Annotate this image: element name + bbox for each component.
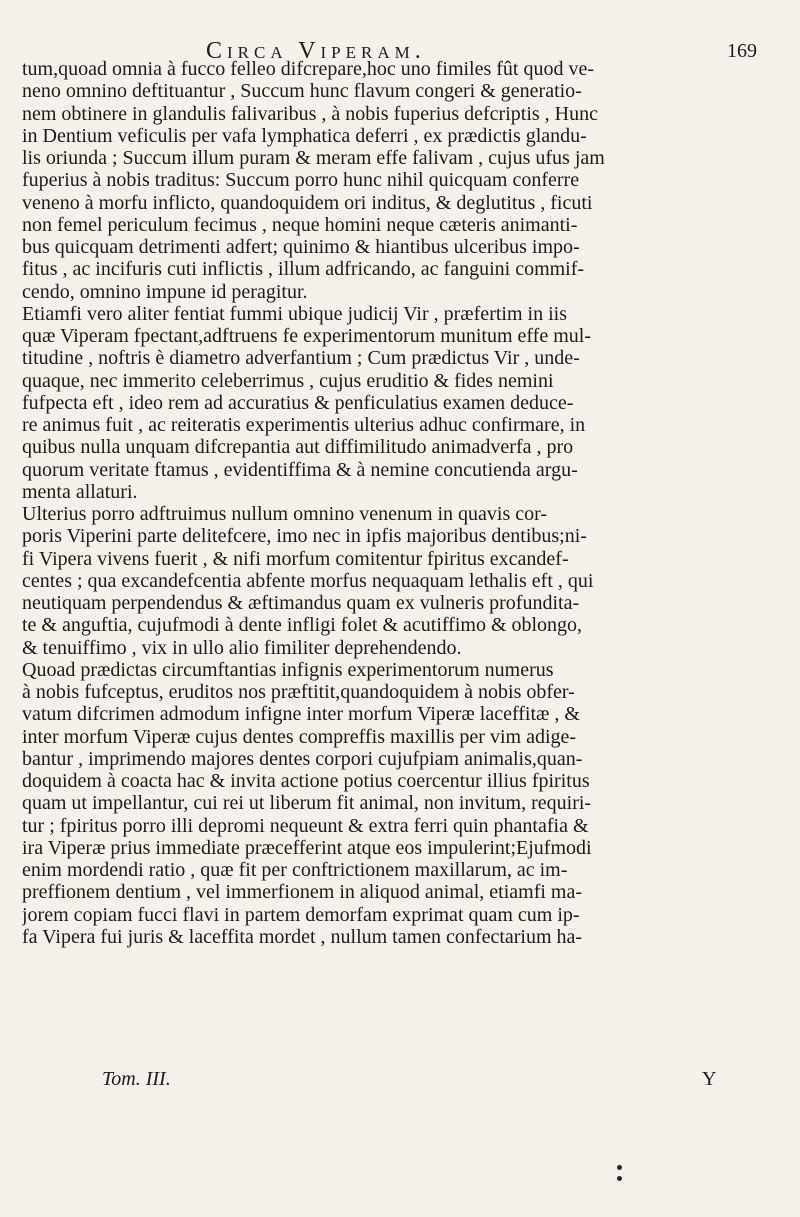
text-line: poris Viperini parte delitefcere, imo nec in ipfis majoribus dentibus;ni-	[22, 525, 587, 548]
text-line: neno omnino deftituantur , Succum hunc flavum congeri & generatio-	[22, 80, 582, 103]
text-line: te & anguftia, cujufmodi à dente infligi folet & acutiffimo & oblongo,	[22, 614, 583, 637]
running-title: Circa Viperam.	[206, 38, 426, 64]
text-line: jorem copiam fucci flavi in partem demorfam exprimat quam cum ip-	[22, 903, 580, 926]
text-line: fitus , ac incifuris cuti inflictis , illum adfricando, ac fanguini commif-	[22, 258, 585, 281]
text-line: à nobis fufceptus, eruditos nos præftitit,quandoquidem à nobis obfer-	[22, 681, 575, 703]
text-line: quam ut impellantur, cui rei ut liberum fit animal, non invitum, requiri-	[22, 792, 592, 815]
text-line: & tenuiffimo , vix in ullo alio fimiliter deprehendendo.	[22, 636, 462, 659]
text-line: Ulterius porro adftruimus nullum omnino venenum in quavis cor-	[22, 503, 548, 525]
text-line: fa Vipera fui juris & laceffita mordet , nullum tamen confectarium ha-	[22, 925, 583, 948]
ink-speck	[617, 1165, 622, 1170]
text-line: in Dentium veficulis per vafa lymphatica deferri , ex prædictis glandu-	[22, 124, 587, 147]
text-line: quibus nulla unquam difcrepantia aut diffimilitudo animadverfa , pro	[22, 436, 574, 459]
page-number: 169	[727, 40, 757, 62]
text-line: fi Vipera vivens fuerit , & nifi morfum comitentur fpiritus excandef-	[22, 547, 569, 570]
text-line: quæ Viperam fpectant,adftruens fe experimentorum munitum effe mul-	[22, 325, 591, 347]
text-line: titudine , noftris è diametro adverfantium ; Cum prædictus Vir , unde-	[22, 347, 580, 370]
text-line: veneno à morfu inflicto, quandoquidem ori inditus, & deglutitus , ficuti	[22, 191, 593, 214]
ink-speck	[617, 1176, 622, 1181]
volume-label: Tom. III.	[102, 1068, 171, 1090]
text-line: fufpecta eft , ideo rem ad accuratius & penficulatius examen deduce-	[22, 391, 574, 414]
text-line: tum,quoad omnia à fucco felleo difcrepare,hoc uno fimiles fût quod ve-	[22, 58, 595, 80]
text-line: menta allaturi.	[22, 480, 138, 503]
text-line: bantur , imprimendo majores dentes corpori cujufpiam animalis,quan-	[22, 747, 583, 770]
text-line: nem obtinere in glandulis falivaribus , à nobis fuperius defcriptis , Hunc	[22, 102, 598, 125]
text-line: cendo, omnino impune id peragitur.	[22, 280, 308, 303]
text-line: quaque, nec immerito celeberrimus , cujus eruditio & fides nemini	[22, 369, 554, 392]
text-line: Etiamfi vero aliter fentiat fummi ubique judicij Vir , præfertim in iis	[22, 302, 567, 325]
text-line: enim mordendi ratio , quæ fit per conftrictionem maxillarum, ac im-	[22, 859, 568, 881]
text-line: non femel periculum fecimus , neque homini neque cæteris animanti-	[22, 213, 578, 236]
text-line: tur ; fpiritus porro illi depromi nequeunt & extra ferri quin phantafia &	[22, 814, 589, 837]
text-line: bus quicquam detrimenti adfert; quinimo & hiantibus ulceribus impo-	[22, 236, 580, 258]
text-line: fuperius à nobis traditus: Succum porro hunc nihil quicquam conferre	[22, 169, 580, 192]
text-line: centes ; qua excandefcentia abfente morfus nequaquam lethalis eft , qui	[22, 569, 594, 592]
body-text	[22, 58, 780, 948]
signature-mark: Y	[702, 1068, 717, 1090]
text-line: inter morfum Viperæ cujus dentes compreffis maxillis per vim adige-	[22, 725, 577, 748]
text-line: vatum difcrimen admodum infigne inter morfum Viperæ laceffitæ , &	[22, 703, 580, 726]
text-line: neutiquam perpendendus & æftimandus quam ex vulneris profundita-	[22, 592, 580, 614]
text-line: Quoad prædictas circumftantias infignis experimentorum numerus	[22, 658, 554, 681]
text-line: lis oriunda ; Succum illum puram & meram effe falivam , cujus ufus jam	[22, 147, 605, 169]
text-line: preffionem dentium , vel immerfionem in aliquod animal, etiamfi ma-	[22, 881, 583, 904]
text-line: quorum veritate ftamus , evidentiffima & à nemine concutienda argu-	[22, 458, 578, 481]
text-line: doquidem à coacta hac & invita actione potius coercentur illius fpiritus	[22, 770, 590, 792]
text-line: ira Viperæ prius immediate præcefferint atque eos impulerint;Ejufmodi	[22, 836, 592, 859]
text-line: re animus fuit , ac reiteratis experimentis ulterius adhuc confirmare, in	[22, 414, 586, 436]
page-footer	[0, 1068, 800, 1094]
